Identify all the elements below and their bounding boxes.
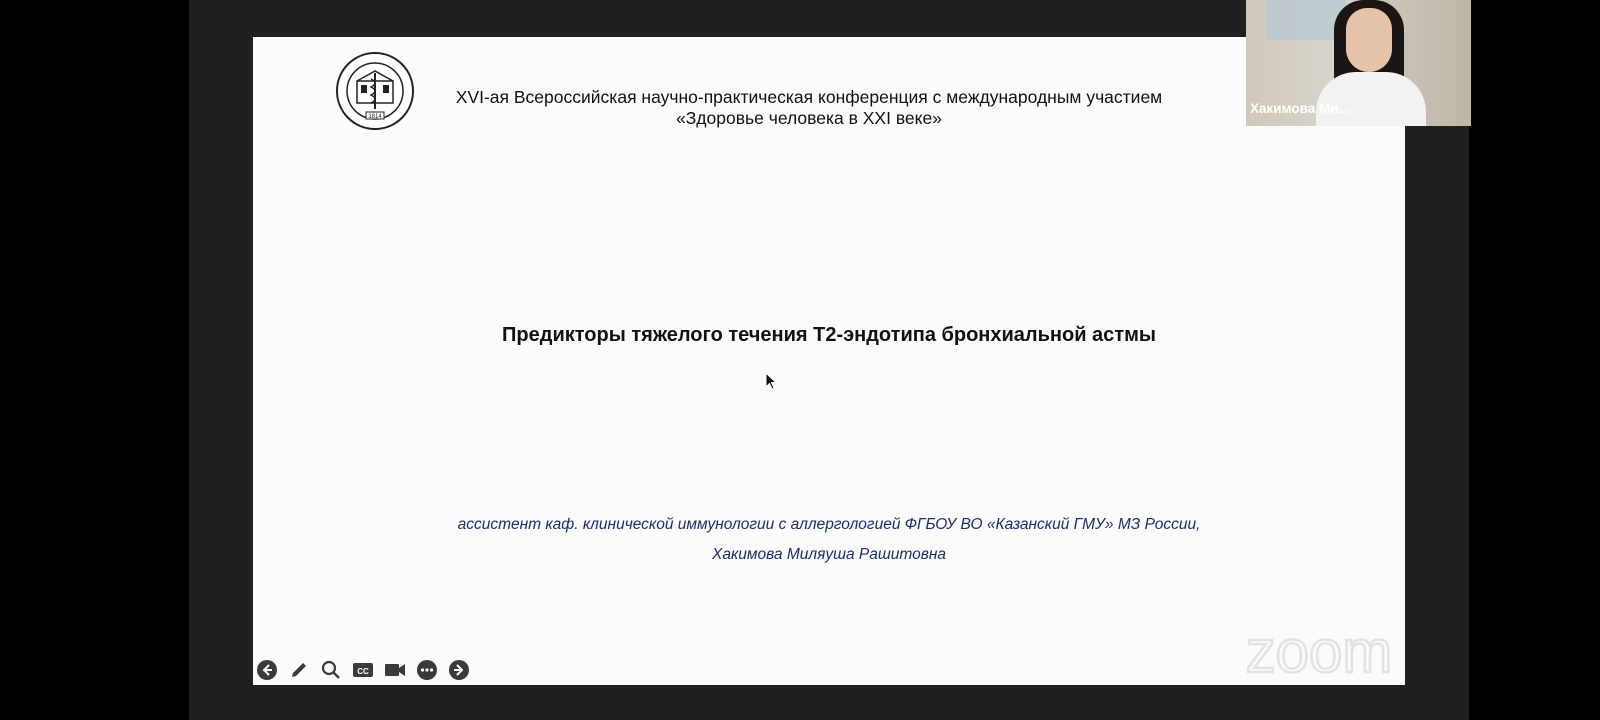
svg-text:zoom: zoom: [1245, 626, 1393, 682]
author-affiliation: ассистент каф. клинической иммунологии с аллергологией ФГБОУ ВО «Казанский ГМУ» МЗ России,: [457, 516, 1201, 533]
more-icon[interactable]: [416, 659, 438, 681]
svg-text:1814: 1814: [368, 114, 382, 120]
presentation-slide: [253, 37, 1405, 685]
arrow-right-icon[interactable]: [448, 659, 470, 681]
author-name: Хакимова Миляуша Рашитовна: [712, 546, 946, 563]
pen-icon[interactable]: [288, 659, 310, 681]
university-logo: [335, 51, 415, 131]
search-icon[interactable]: [320, 659, 342, 681]
zoom-watermark: [1214, 626, 1424, 682]
slide-header: [253, 51, 1405, 141]
annotation-toolbar: [256, 659, 470, 681]
video-icon[interactable]: [384, 659, 406, 681]
conference-title-line2: «Здоровье человека в XXI веке»: [676, 108, 942, 128]
participant-name-label: Хакимова Ми...: [1250, 101, 1350, 116]
conference-title-line1: XVI-ая Всероссийская научно-практическая конференция с международным участием: [455, 87, 1163, 107]
arrow-left-icon[interactable]: [256, 659, 278, 681]
captions-icon[interactable]: [352, 659, 374, 681]
slide-title: Предикторы тяжелого течения Т2-эндотипа бронхиальной астмы: [502, 324, 1156, 346]
mouse-cursor-icon: [765, 372, 777, 390]
svg-text:CC: CC: [357, 667, 369, 676]
